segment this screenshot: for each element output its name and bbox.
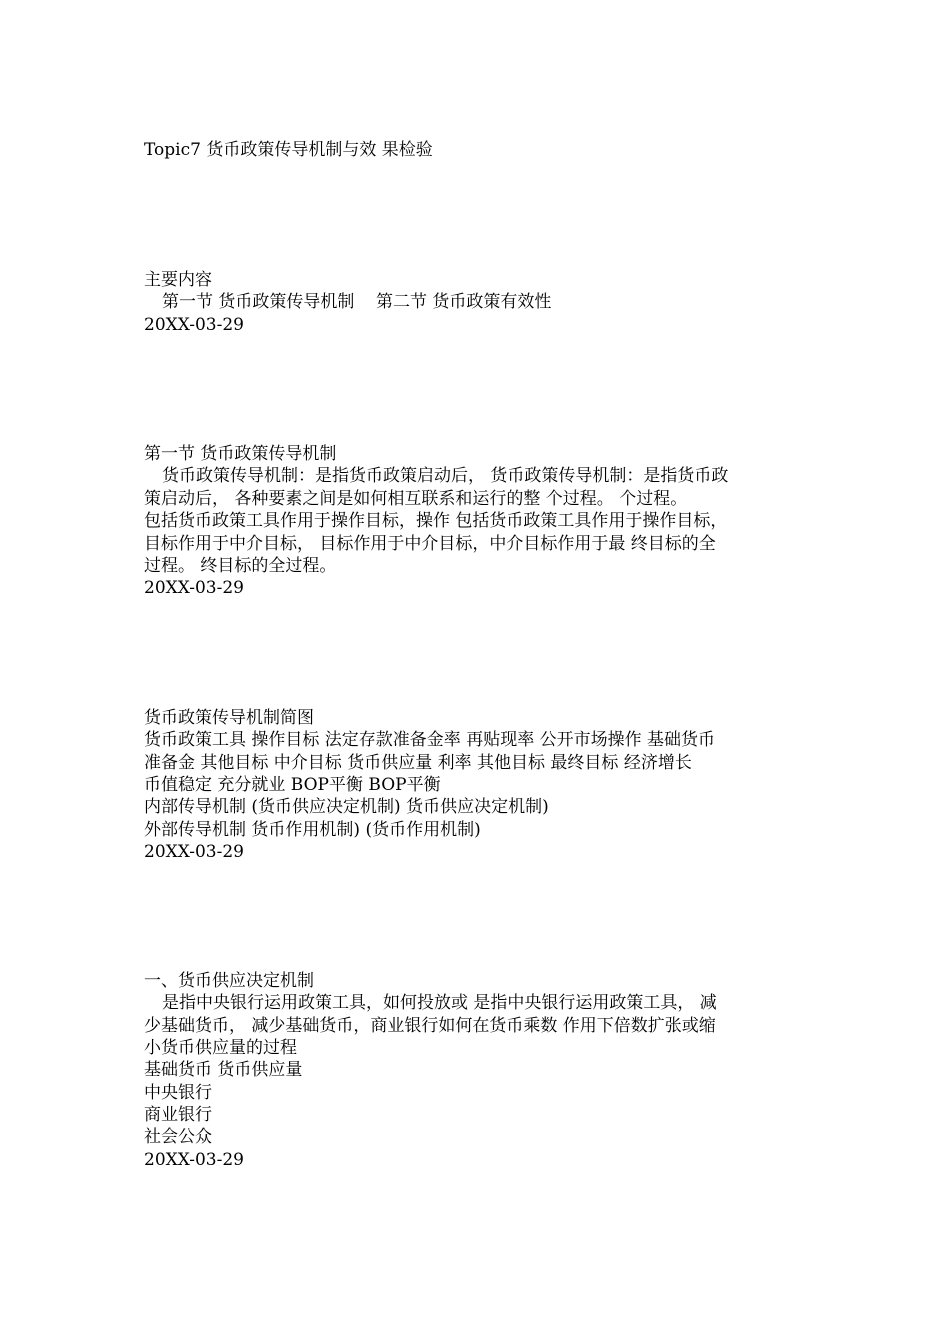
diagram-text-line: 内部传导机制 (货币供应决定机制) 货币供应决定机制) — [144, 797, 549, 817]
diagram-text-line: 社会公众 — [144, 1127, 212, 1147]
date-label: 20XX-03-29 — [144, 842, 244, 862]
contents-sections: 第一节 货币政策传导机制 第二节 货币政策有效性 — [162, 292, 552, 312]
date-label: 20XX-03-29 — [144, 315, 244, 335]
paragraph-line: 货币政策传导机制：是指货币政策启动后， 货币政策传导机制：是指货币政 — [162, 466, 729, 486]
diagram-text-line: 基础货币 货币供应量 — [144, 1060, 303, 1080]
paragraph-line: 少基础货币， 减少基础货币，商业银行如何在货币乘数 作用下倍数扩张或缩 — [144, 1016, 716, 1036]
contents-heading: 主要内容 — [144, 270, 212, 290]
paragraph-line: 小货币供应量的过程 — [144, 1038, 297, 1058]
diagram-text-line: 货币政策工具 操作目标 法定存款准备金率 再贴现率 公开市场操作 基础货币 — [144, 730, 716, 750]
date-label: 20XX-03-29 — [144, 1150, 244, 1170]
paragraph-line: 是指中央银行运用政策工具，如何投放或 是指中央银行运用政策工具， 减 — [162, 993, 717, 1013]
diagram-heading: 货币政策传导机制简图 — [144, 708, 314, 728]
diagram-text-line: 中央银行 — [144, 1083, 212, 1103]
diagram-text-line: 商业银行 — [144, 1105, 212, 1125]
subsection-heading: 一、货币供应决定机制 — [144, 971, 314, 991]
paragraph-line: 包括货币政策工具作用于操作目标，操作 包括货币政策工具作用于操作目标， — [144, 511, 728, 531]
document-title: Topic7 货币政策传导机制与效 果检验 — [144, 140, 433, 160]
diagram-text-line: 币值稳定 充分就业 BOP平衡 BOP平衡 — [144, 775, 441, 795]
diagram-text-line: 准备金 其他目标 中介目标 货币供应量 利率 其他目标 最终目标 经济增长 — [144, 753, 692, 773]
section-heading: 第一节 货币政策传导机制 — [144, 444, 337, 464]
diagram-text-line: 外部传导机制 货币作用机制) (货币作用机制) — [144, 820, 481, 840]
paragraph-line: 目标作用于中介目标， 目标作用于中介目标，中介目标作用于最 终目标的全 — [144, 534, 716, 554]
paragraph-line: 策启动后， 各种要素之间是如何相互联系和运行的整 个过程。 个过程。 — [144, 489, 688, 509]
paragraph-line: 过程。 终目标的全过程。 — [144, 556, 337, 576]
date-label: 20XX-03-29 — [144, 578, 244, 598]
